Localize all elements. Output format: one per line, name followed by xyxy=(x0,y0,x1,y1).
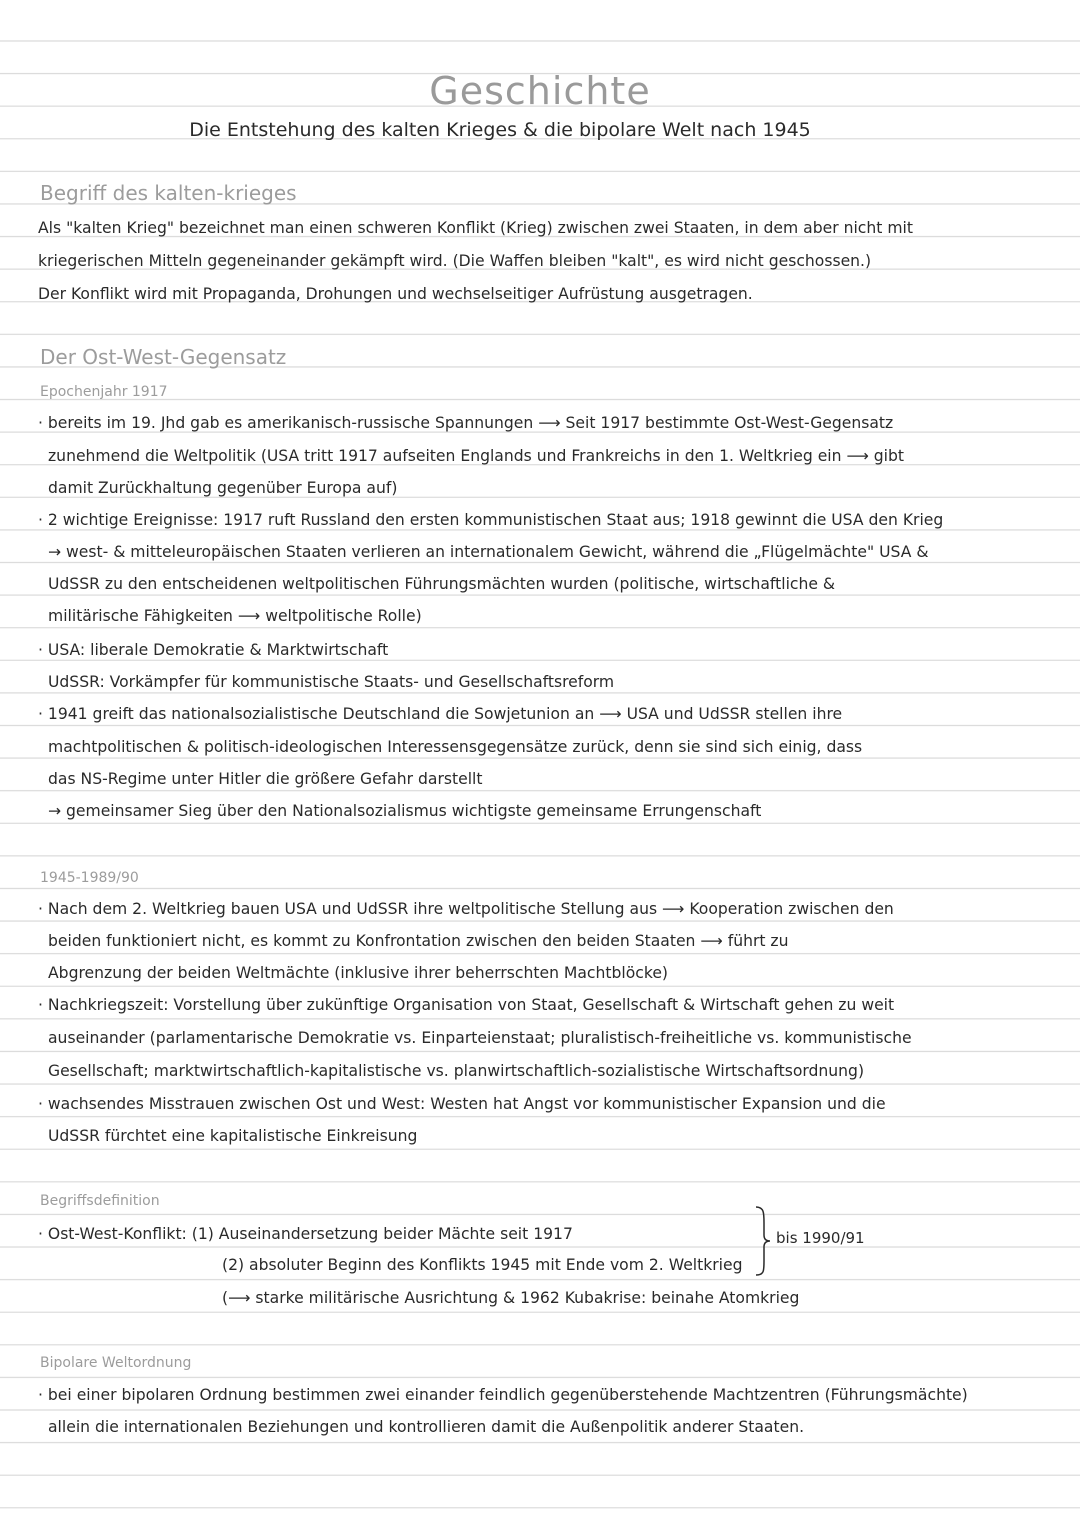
text-line: · Ost-West-Konflikt: (1) Auseinandersetzung beider Mächte seit 1917 xyxy=(38,1225,573,1243)
heading-kalter-krieg: Begriff des kalten-krieges xyxy=(40,181,297,205)
text-line: · 2 wichtige Ereignisse: 1917 ruft Russland den ersten kommunistischen Staat aus; 1918 gewinnt die USA den Krieg xyxy=(38,511,944,529)
curly-brace-icon xyxy=(752,1205,772,1277)
text-line: UdSSR: Vorkämpfer für kommunistische Staats- und Gesellschaftsreform xyxy=(48,673,615,691)
text-line: · wachsendes Misstrauen zwischen Ost und West: Westen hat Angst vor kommunistischer Expansion und die xyxy=(38,1095,886,1113)
text-line: UdSSR zu den entscheidenen weltpolitischen Führungsmächten wurden (politische, wirtschaftliche & xyxy=(48,575,836,593)
subheading-begriffsdefinition: Begriffsdefinition xyxy=(40,1193,160,1209)
text-line: · bei einer bipolaren Ordnung bestimmen zwei einander feindlich gegenüberstehende Machtzentren (Führungsmächte) xyxy=(38,1386,968,1404)
text-line: beiden funktioniert nicht, es kommt zu Konfrontation zwischen den beiden Staaten ⟶ führt zu xyxy=(48,932,789,950)
text-line: · USA: liberale Demokratie & Marktwirtschaft xyxy=(38,641,389,659)
subheading-bipolar: Bipolare Weltordnung xyxy=(40,1355,192,1371)
heading-ost-west: Der Ost-West-Gegensatz xyxy=(40,345,287,369)
page-subtitle: Die Entstehung des kalten Krieges & die bipolare Welt nach 1945 xyxy=(189,119,811,141)
subheading-1945: 1945-1989/90 xyxy=(40,870,139,886)
text-line: militärische Fähigkeiten ⟶ weltpolitische Rolle) xyxy=(48,607,422,625)
text-line: machtpolitischen & politisch-ideologischen Interessensgegensätze zurück, denn sie sind sich einig, dass xyxy=(48,738,863,756)
text-line: auseinander (parlamentarische Demokratie vs. Einparteienstaat; pluralistisch-freiheitliche vs. kommunistische xyxy=(48,1029,912,1047)
text-line: Als "kalten Krieg" bezeichnet man einen schweren Konflikt (Krieg) zwischen zwei Staaten, in dem aber nicht mit xyxy=(38,219,913,237)
subheading-epochenjahr: Epochenjahr 1917 xyxy=(40,384,168,400)
text-line: → west- & mitteleuropäischen Staaten verlieren an internationalem Gewicht, während die „Flügelmächte" USA & xyxy=(48,543,929,561)
text-line: zunehmend die Weltpolitik (USA tritt 1917 aufseiten Englands und Frankreichs in den 1. Weltkrieg ein ⟶ gibt xyxy=(48,447,905,465)
text-line: allein die internationalen Beziehungen und kontrollieren damit die Außenpolitik anderer Staaten. xyxy=(48,1418,805,1436)
text-line: UdSSR fürchtet eine kapitalistische Einkreisung xyxy=(48,1127,418,1145)
brace-note: bis 1990/91 xyxy=(776,1229,865,1247)
text-line: Abgrenzung der beiden Weltmächte (inklusive ihrer beherrschten Machtblöcke) xyxy=(48,964,668,982)
text-line: Der Konflikt wird mit Propaganda, Drohungen und wechselseitiger Aufrüstung ausgetragen. xyxy=(38,285,753,303)
text-line: · bereits im 19. Jhd gab es amerikanisch-russische Spannungen ⟶ Seit 1917 bestimmte Ost-West-Gegensatz xyxy=(38,414,894,432)
text-line: · Nachkriegszeit: Vorstellung über zukünftige Organisation von Staat, Gesellschaft & Wirtschaft gehen zu weit xyxy=(38,996,895,1014)
text-line: (2) absoluter Beginn des Konflikts 1945 mit Ende vom 2. Weltkrieg xyxy=(222,1256,743,1274)
text-line: · Nach dem 2. Weltkrieg bauen USA und UdSSR ihre weltpolitische Stellung aus ⟶ Kooperation zwischen den xyxy=(38,900,894,918)
page-title: Geschichte xyxy=(429,69,651,113)
text-line: Gesellschaft; marktwirtschaftlich-kapitalistische vs. planwirtschaftlich-sozialistische Wirtschaftsordnung) xyxy=(48,1062,865,1080)
text-line: damit Zurückhaltung gegenüber Europa auf) xyxy=(48,479,398,497)
text-line: das NS-Regime unter Hitler die größere Gefahr darstellt xyxy=(48,770,483,788)
text-line: kriegerischen Mitteln gegeneinander gekämpft wird. (Die Waffen bleiben "kalt", es wird nicht geschossen.) xyxy=(38,252,872,270)
text-line: (⟶ starke militärische Ausrichtung & 1962 Kubakrise: beinahe Atomkrieg xyxy=(222,1289,800,1307)
text-line: · 1941 greift das nationalsozialistische Deutschland die Sowjetunion an ⟶ USA und UdSSR stellen ihre xyxy=(38,705,843,723)
text-line: → gemeinsamer Sieg über den Nationalsozialismus wichtigste gemeinsame Errungenschaft xyxy=(48,802,762,820)
